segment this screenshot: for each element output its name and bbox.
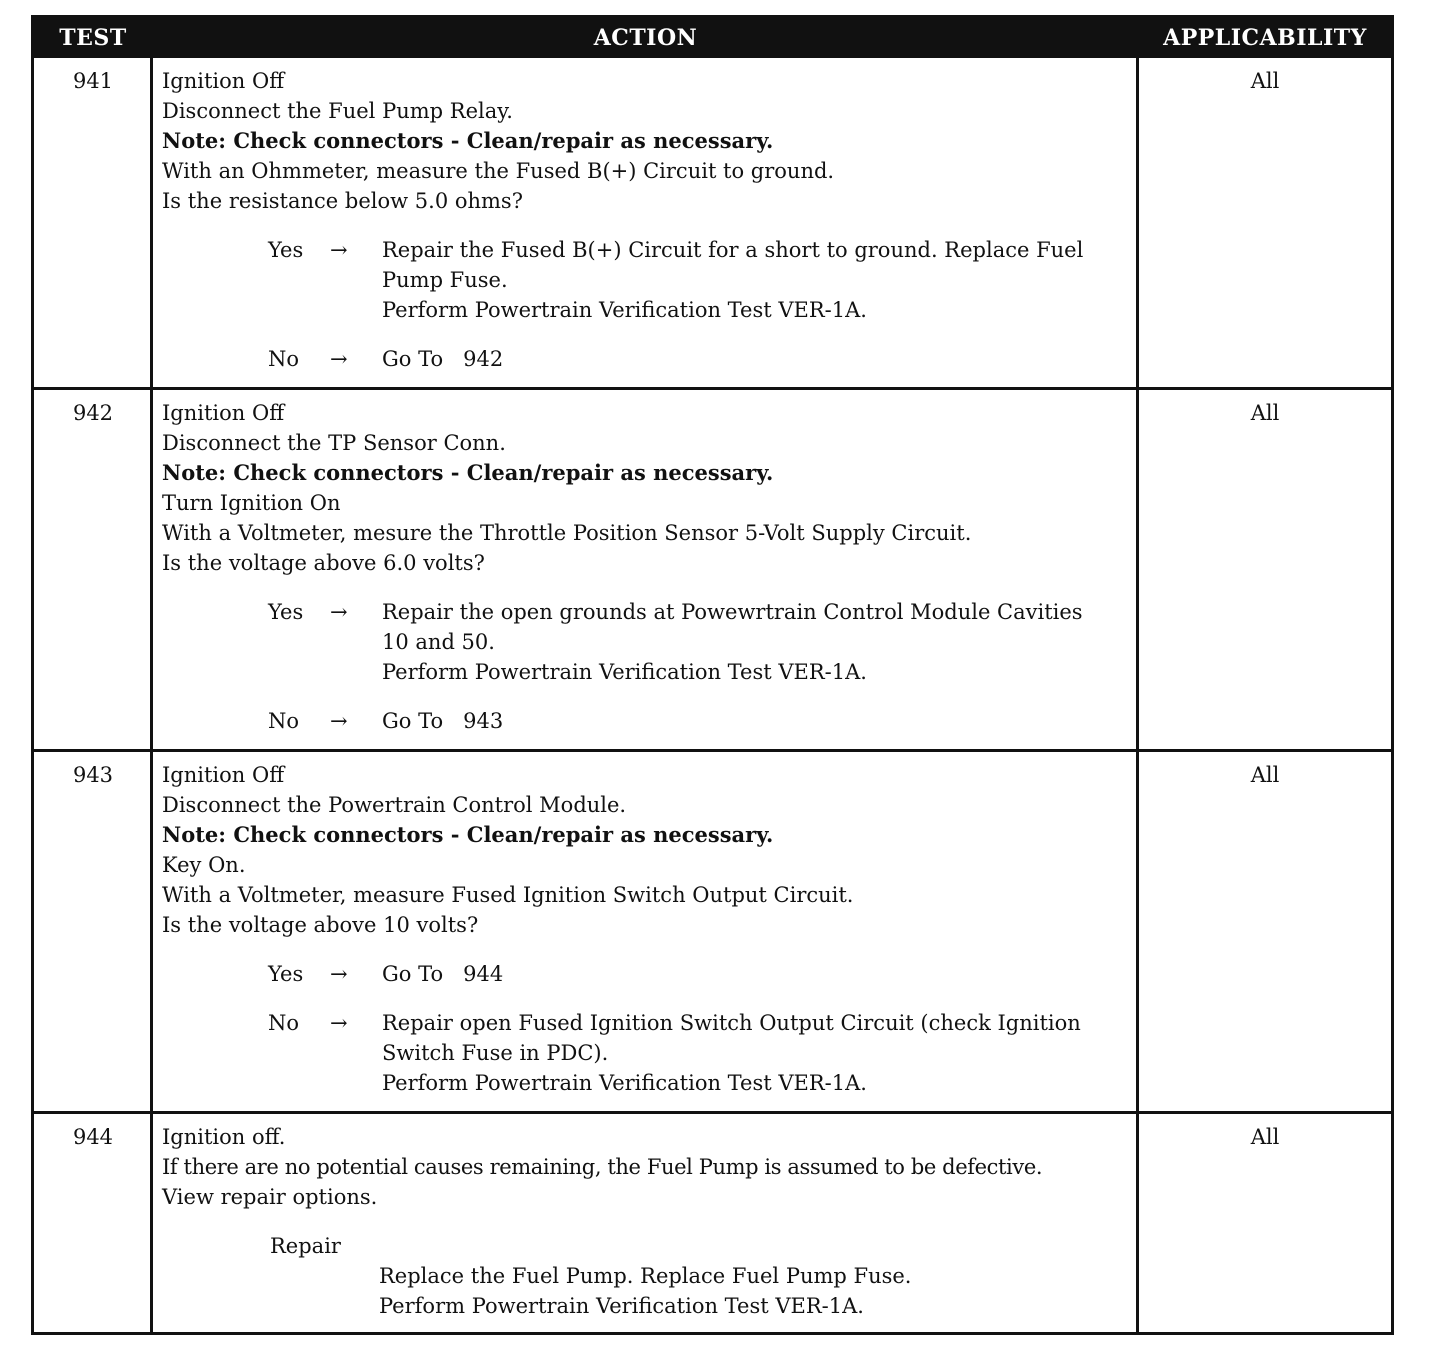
branch-line: Perform Powertrain Verification Test VER-1A. [382, 1071, 867, 1095]
arrow-icon: → [330, 1011, 348, 1035]
yes-label: Yes [268, 238, 304, 262]
branch-line: Pump Fuse. [382, 268, 508, 292]
action-line: With a Voltmeter, mesure the Throttle Position Sensor 5-Volt Supply Circuit. [162, 521, 972, 545]
no-label: No [268, 347, 300, 371]
action-line: Ignition off. [162, 1125, 286, 1149]
arrow-icon: → [330, 962, 348, 986]
test-number: 942 [72, 401, 114, 425]
question-line: Is the voltage above 6.0 volts? [162, 551, 485, 575]
question-line: Is the voltage above 10 volts? [162, 913, 479, 937]
action-line: View repair options. [162, 1185, 378, 1209]
no-branch [162, 344, 1137, 374]
yes-branch [162, 959, 1137, 989]
yes-branch [162, 235, 1137, 325]
table-row [34, 752, 1391, 1111]
arrow-icon: → [330, 238, 348, 262]
action-line: Disconnect the Fuel Pump Relay. [162, 99, 513, 123]
applicability-value: All [1250, 69, 1280, 93]
arrow-icon: → [330, 709, 348, 733]
action-cell [162, 1122, 1137, 1321]
action-cell [162, 66, 1137, 374]
note-line: Note: Check connectors - Clean/repair as necessary. [162, 460, 774, 485]
test-number: 941 [72, 69, 114, 93]
note-line: Note: Check connectors - Clean/repair as necessary. [162, 822, 774, 847]
table-row [34, 1114, 1391, 1332]
branch-line: Switch Fuse in PDC). [382, 1041, 609, 1065]
table-row [34, 58, 1391, 387]
action-line: Disconnect the TP Sensor Conn. [162, 431, 506, 455]
header-action: ACTION [593, 25, 698, 51]
no-branch [162, 706, 1137, 736]
action-line: Key On. [162, 853, 246, 877]
applicability-value: All [1250, 401, 1280, 425]
diagnostic-table [31, 15, 1394, 1335]
no-label: No [268, 709, 300, 733]
branch-line: 10 and 50. [382, 630, 495, 654]
repair-block [162, 1231, 1137, 1321]
header-test: TEST [59, 25, 127, 51]
question-line: Is the resistance below 5.0 ohms? [162, 189, 523, 213]
action-line: Ignition Off [162, 763, 285, 787]
yes-label: Yes [268, 600, 304, 624]
branch-line: Repair the Fused B(+) Circuit for a short to ground. Replace Fuel [382, 238, 1084, 262]
goto-link: Go To 943 [382, 709, 504, 733]
yes-label: Yes [268, 962, 304, 986]
action-line: Ignition Off [162, 69, 285, 93]
test-number: 944 [72, 1125, 114, 1149]
arrow-icon: → [330, 347, 348, 371]
action-line: If there are no potential causes remaining, the Fuel Pump is assumed to be defective. [162, 1155, 1043, 1179]
action-line: With a Voltmeter, measure Fused Ignition Switch Output Circuit. [162, 883, 854, 907]
test-number: 943 [72, 763, 114, 787]
action-cell [162, 760, 1137, 1098]
goto-link: Go To 942 [382, 347, 504, 371]
header-applicability: APPLICABILITY [1163, 25, 1367, 51]
branch-line: Repair open Fused Ignition Switch Output Circuit (check Ignition [382, 1011, 1081, 1035]
arrow-icon: → [330, 600, 348, 624]
note-line: Note: Check connectors - Clean/repair as necessary. [162, 128, 774, 153]
goto-link: Go To 944 [382, 962, 504, 986]
no-branch [162, 1008, 1137, 1098]
applicability-value: All [1250, 763, 1280, 787]
table-header [34, 18, 1391, 58]
action-line: Ignition Off [162, 401, 285, 425]
action-line: Turn Ignition On [162, 491, 341, 515]
no-label: No [268, 1011, 300, 1035]
applicability-value: All [1250, 1125, 1280, 1149]
action-line: Disconnect the Powertrain Control Module. [162, 793, 627, 817]
repair-label: Repair [270, 1234, 341, 1258]
action-line: With an Ohmmeter, measure the Fused B(+) Circuit to ground. [162, 159, 835, 183]
branch-line: Perform Powertrain Verification Test VER-1A. [382, 660, 867, 684]
repair-line: Replace the Fuel Pump. Replace Fuel Pump Fuse. [379, 1264, 912, 1288]
repair-line: Perform Powertrain Verification Test VER-1A. [379, 1294, 864, 1318]
branch-line: Repair the open grounds at Powewrtrain Control Module Cavities [382, 600, 1083, 624]
branch-line: Perform Powertrain Verification Test VER-1A. [382, 298, 867, 322]
action-cell [162, 398, 1137, 736]
yes-branch [162, 597, 1137, 687]
table-row [34, 390, 1391, 749]
